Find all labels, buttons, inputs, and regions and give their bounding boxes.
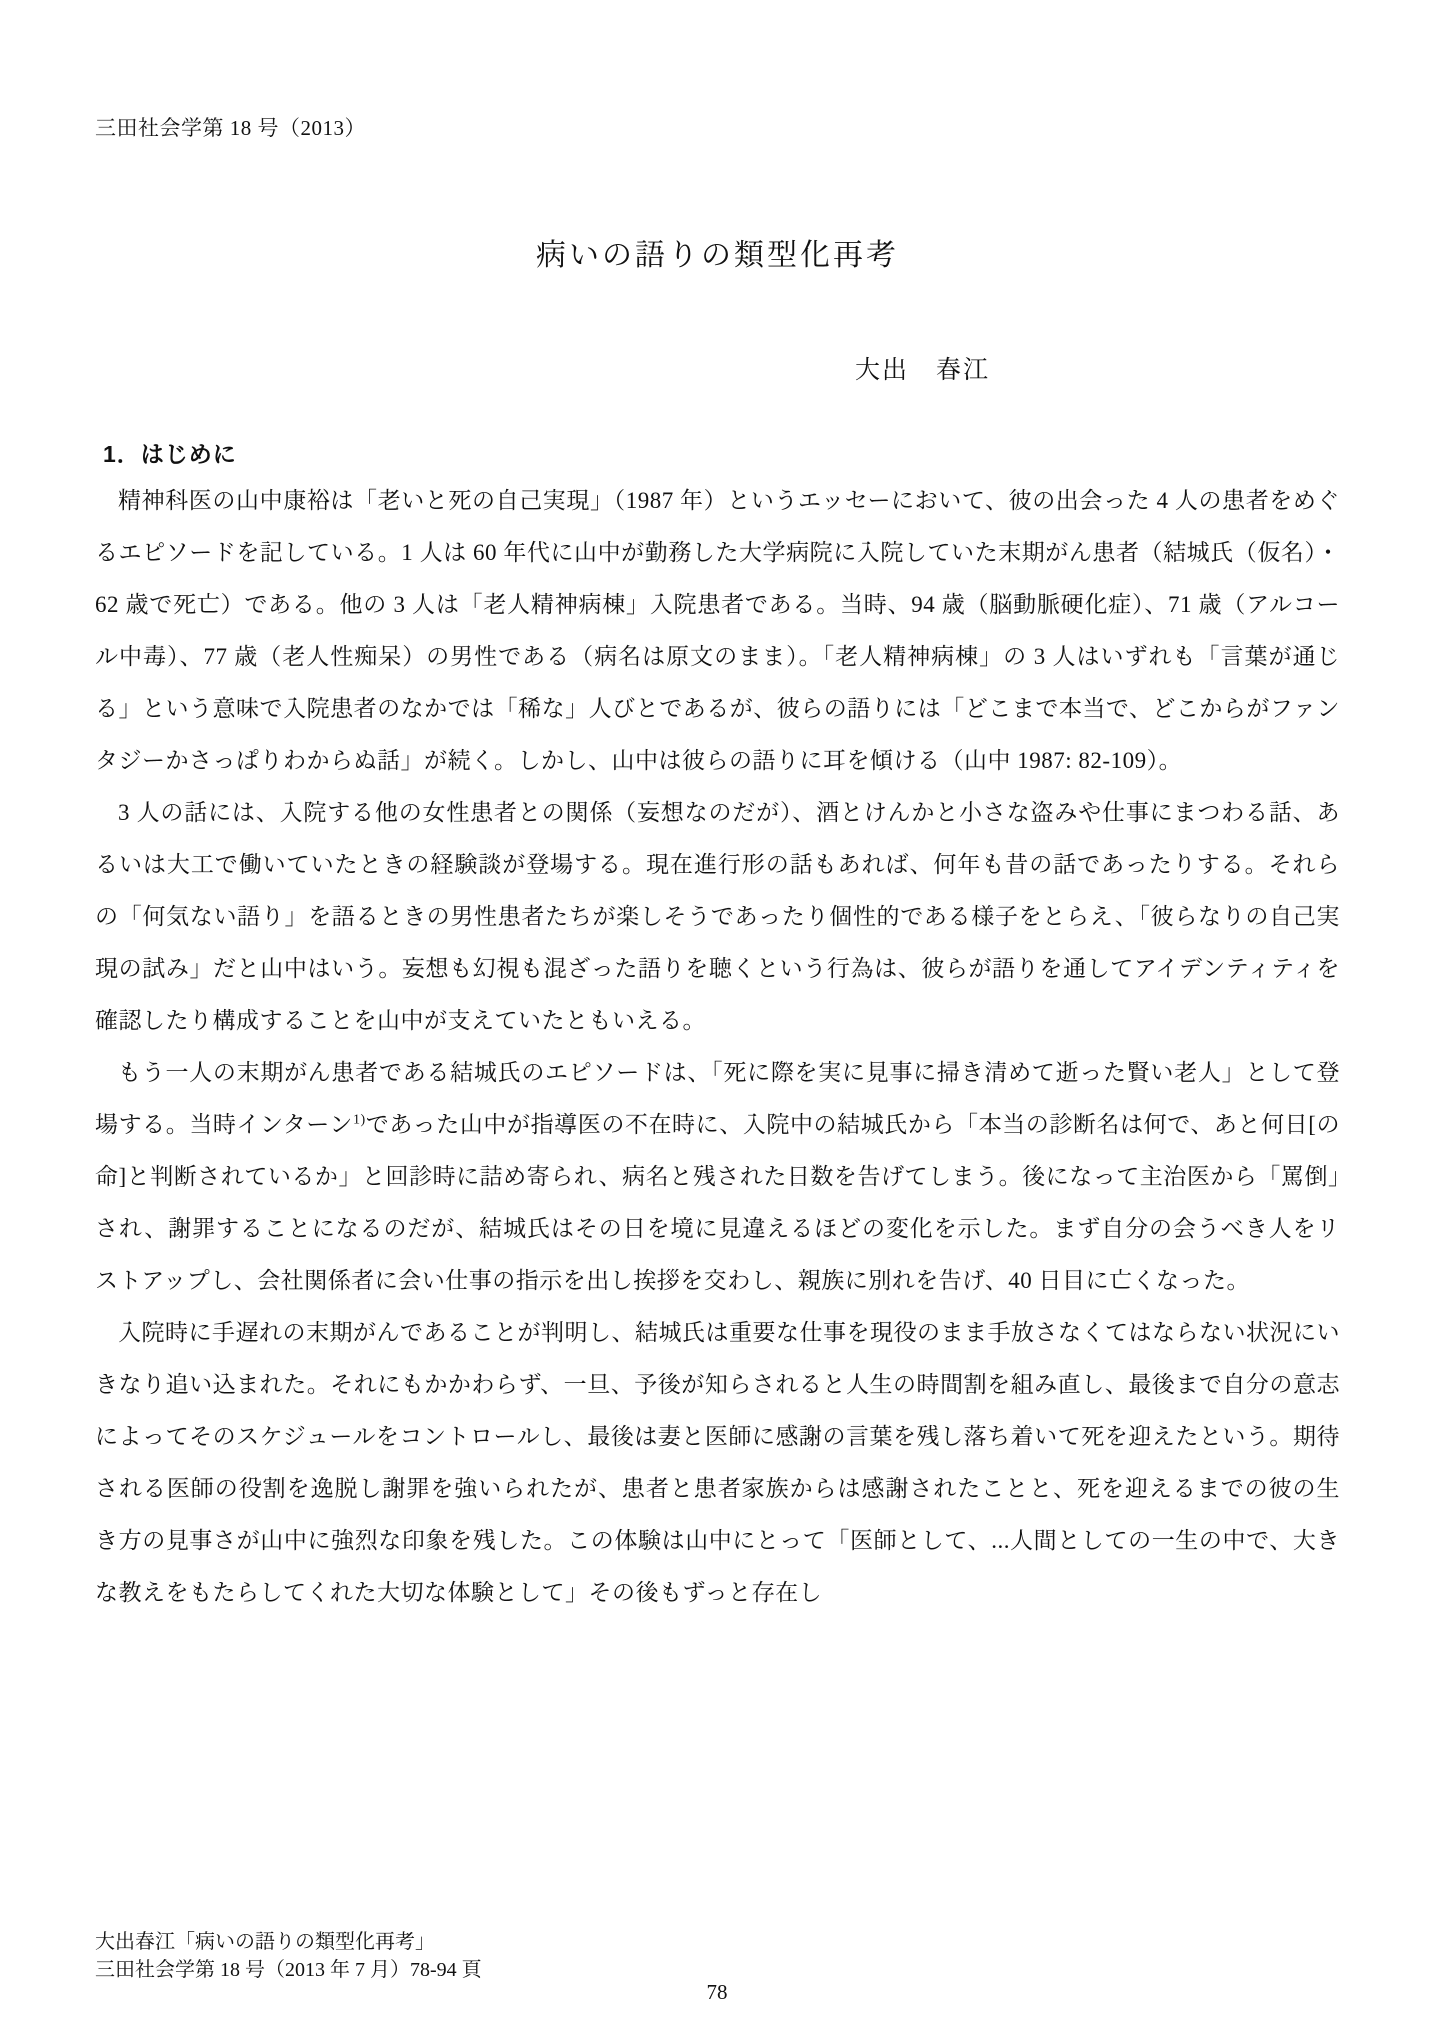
paragraph-1: 精神科医の山中康裕は「老いと死の自己実現」（1987 年）というエッセーにおいて、彼の出会った 4 人の患者をめぐるエピソードを記している。1 人は 60 年代に山中が勤務した大学病院に入院していた末期がん患者（結城氏（仮名）・62 歳で死亡）である。他の 3 人は「老人精神病棟」入院患者である。当時、94 歳（脳動脈硬化症）、71 歳（アルコール中毒）、77 歳（老人性痴呆）の男性である（病名は原文のまま）。「老人精神病棟」の 3 人はいずれも「言葉が通じる」という意味で入院患者のなかでは「稀な」人びとであるが、彼らの語りには「どこまで本当で、どこからがファンタジーかさっぱりわからぬ話」が続く。しかし、山中は彼らの語りに耳を傾ける（山中 1987: 82-109）。 xyxy=(95,488,1340,773)
paper-title: 病いの語りの類型化再考 xyxy=(536,239,899,272)
footer-citation-line1: 大出春江「病いの語りの類型化再考」 xyxy=(95,1931,435,1953)
page-content xyxy=(95,0,1340,1619)
section-heading-introduction: 1．はじめに xyxy=(103,441,237,467)
footnote-marker-1: 1) xyxy=(353,1112,366,1128)
footer-citation-line2: 三田社会学第 18 号（2013 年 7 月）78-94 頁 xyxy=(95,1959,482,1981)
page-footer xyxy=(95,1928,482,1984)
page-number: 78 xyxy=(706,1980,728,2004)
paragraph-3-text-continued: であった山中が指導医の不在時に、入院中の結城氏から「本当の診断名は何で、あと何日[の命]と判断されているか」と回診時に詰め寄られ、病名と残された日数を告げてしまう。後になって主治医から「罵倒」され、謝罪することになるのだが、結城氏はその日を境に見違えるほどの変化を示した。まず自分の会うべき人をリストアップし、会社関係者に会い仕事の指示を出し挨拶を交わし、親族に別れを告げ、40 日目に亡くなった。 xyxy=(95,1112,1340,1293)
paragraph-2: 3 人の話には、入院する他の女性患者との関係（妄想なのだが）、酒とけんかと小さな盗みや仕事にまつわる話、あるいは大工で働いていたときの経験談が登場する。現在進行形の話もあれば、何年も昔の話であったりする。それらの「何気ない語り」を語るときの男性患者たちが楽しそうであったり個性的である様子をとらえ、「彼らなりの自己実現の試み」だと山中はいう。妄想も幻視も混ざった語りを聴くという行為は、彼らが語りを通してアイデンティティを確認したり構成することを山中が支えていたともいえる。 xyxy=(95,800,1340,1033)
journal-header: 三田社会学第 18 号（2013） xyxy=(95,116,366,140)
body-text xyxy=(95,475,1340,1619)
paragraph-3-text: もう一人の末期がん患者である結城氏のエピソードは、「死に際を実に見事に掃き清めて逝った賢い老人」として登場する。当時インターン xyxy=(95,1060,1340,1137)
paragraph-4: 入院時に手遅れの末期がんであることが判明し、結城氏は重要な仕事を現役のまま手放さなくてはならない状況にいきなり追い込まれた。それにもかかわらず、一旦、予後が知らされると人生の時間割を組み直し、最後まで自分の意志によってそのスケジュールをコントロールし、最後は妻と医師に感謝の言葉を残し落ち着いて死を迎えたという。期待される医師の役割を逸脱し謝罪を強いられたが、患者と患者家族からは感謝されたことと、死を迎えるまでの彼の生き方の見事さが山中に強烈な印象を残した。この体験は山中にとって「医師として、...人間としての一生の中で、大きな教えをもたらしてくれた大切な体験として」その後もずっと存在し xyxy=(95,1320,1340,1605)
paragraph-3 xyxy=(95,1047,1340,1307)
author-name: 大出 春江 xyxy=(854,357,990,384)
